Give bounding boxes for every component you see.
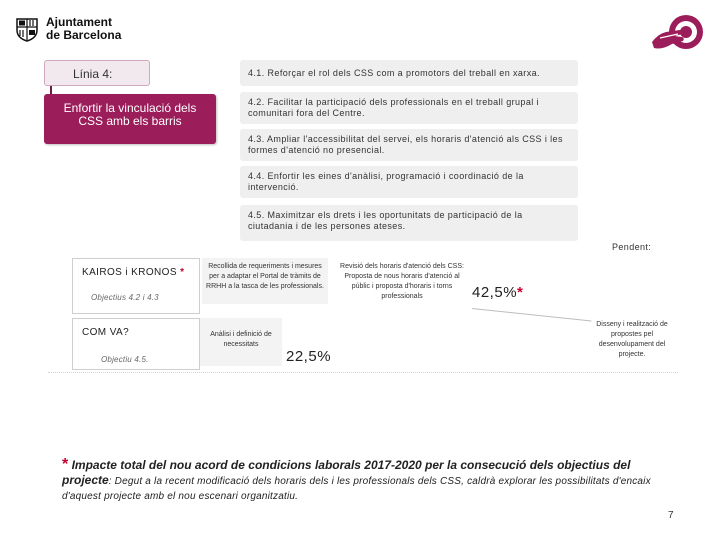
project-com-va bbox=[72, 318, 200, 370]
action-4-3: 4.3. Ampliar l'accessibilitat del servei, els horaris d'atenció als CSS i les formes d'atenció no presencial. bbox=[240, 129, 578, 161]
task-needs-analysis: Anàlisi i definició de necessitats bbox=[200, 318, 282, 366]
task-design-proposals: Disseny i realització de propostes pel desenvolupament del projecte. bbox=[592, 318, 672, 366]
footnote-star: * bbox=[62, 456, 69, 473]
action-4-2: 4.2. Facilitar la participació dels professionals en el treball grupal i comunitari fora del Centre. bbox=[240, 92, 578, 124]
action-4-5: 4.5. Maximitzar els drets i les oportunitats de participació de la ciutadania i de les persones ateses. bbox=[240, 205, 578, 241]
footnote-italic: : Degut a la recent modificació dels horaris dels i les professionals dels CSS, caldrà explorar les possibilitats d'encaix d'aquest projecte amb el nou escenari organitzatiu. bbox=[62, 476, 651, 502]
project-objective: Objectiu 4.5. bbox=[101, 355, 149, 364]
line-title: Enfortir la vinculació dels CSS amb els barris bbox=[44, 94, 216, 144]
footnote bbox=[62, 458, 682, 504]
impact-star: * bbox=[517, 284, 524, 301]
progress-comva: 22,5% bbox=[286, 348, 332, 365]
project-name: COM VA? bbox=[82, 327, 130, 338]
logo-line-1: Ajuntament bbox=[46, 15, 112, 29]
line-connector bbox=[50, 86, 52, 94]
divider bbox=[48, 372, 678, 373]
progress-kairos bbox=[472, 284, 523, 301]
project-kairos-kronos bbox=[72, 258, 200, 314]
connector-line bbox=[472, 308, 591, 322]
task-requirements: Recollida de requeriments i mesures per a adaptar el Portal de tràmits de RRHH a la tasca de les professionals. bbox=[202, 258, 328, 304]
task-schedule-review: Revisió dels horaris d'atenció dels CSS: Proposta de nous horaris d'atenció al públic i proposta d'horaris i torns professionals bbox=[332, 258, 472, 304]
logo-text bbox=[46, 16, 121, 42]
ajuntament-logo bbox=[14, 14, 126, 46]
impact-star: * bbox=[180, 267, 185, 278]
pending-label: Pendent: bbox=[612, 242, 652, 252]
logo-line-2: de Barcelona bbox=[46, 28, 122, 42]
hand-target-icon bbox=[648, 12, 708, 54]
action-4-4: 4.4. Enfortir les eines d'anàlisi, programació i coordinació de la intervenció. bbox=[240, 166, 578, 198]
project-objective: Objectius 4.2 i 4.3 bbox=[91, 293, 159, 302]
project-name bbox=[82, 267, 184, 278]
project-name-text: KAIROS i KRONOS bbox=[82, 267, 177, 278]
footnote-bold: Impacte total del nou acord de condicions laborals 2017-2020 per la consecució dels objectius del projecte bbox=[62, 458, 631, 487]
action-4-1: 4.1. Reforçar el rol dels CSS com a promotors del treball en xarxa. bbox=[240, 60, 578, 86]
barcelona-shield-icon bbox=[14, 16, 40, 42]
progress-kairos-value: 42,5% bbox=[472, 284, 518, 301]
page-number: 7 bbox=[668, 510, 674, 521]
line-tab: Línia 4: bbox=[44, 60, 150, 86]
